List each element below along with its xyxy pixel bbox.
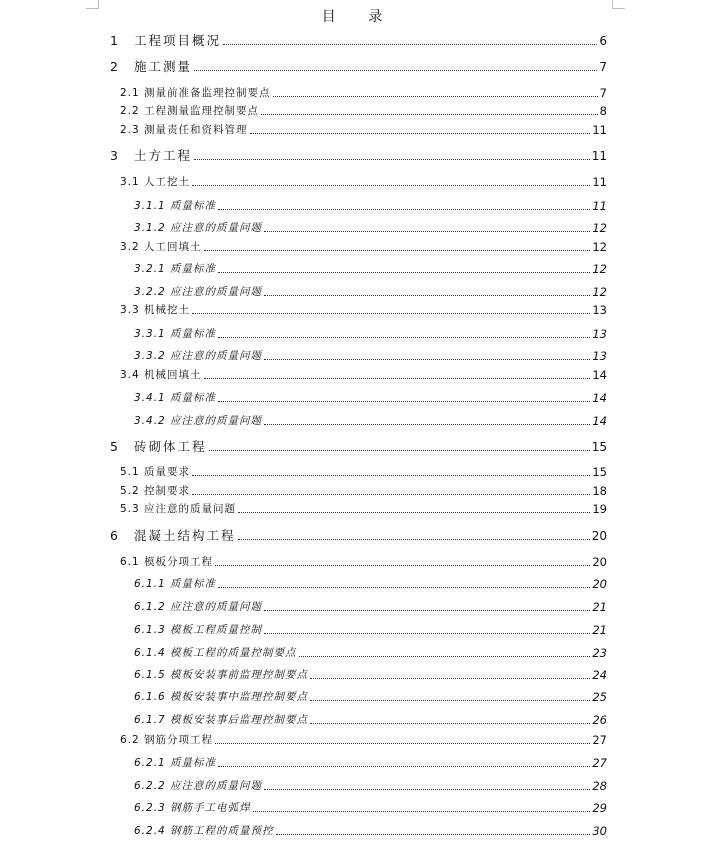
toc-entry-number: 3.3.2 [134, 350, 166, 362]
toc-entry-number: 3.4.2 [134, 415, 166, 427]
toc-entry-text: 机械挖土 [139, 304, 191, 316]
toc-entry[interactable] [134, 801, 607, 815]
toc-entry-label [134, 221, 262, 235]
toc-page-number: 11 [591, 149, 607, 163]
toc-entry-label [120, 502, 236, 516]
toc-entry[interactable] [120, 303, 607, 317]
toc-entry-text: 混凝土结构工程 [134, 528, 236, 543]
toc-page-number: 8 [599, 104, 607, 118]
toc-page-number: 7 [599, 86, 607, 100]
toc-entry-label [120, 465, 190, 479]
toc-page-number: 27 [592, 733, 607, 747]
toc-entry[interactable] [120, 240, 607, 254]
toc-entry-label [134, 668, 308, 682]
toc-entry-text: 质量标准 [165, 263, 217, 275]
toc-leader-dots [218, 401, 590, 402]
toc-entry[interactable] [120, 175, 607, 189]
toc-leader-dots [253, 811, 591, 812]
toc-entry[interactable] [120, 368, 607, 382]
toc-leader-dots [299, 656, 591, 657]
toc-leader-dots [238, 539, 590, 540]
toc-page-number: 12 [592, 285, 607, 299]
toc-leader-dots [264, 633, 590, 634]
toc-entry-number: 6.2.4 [134, 825, 166, 837]
toc-entry[interactable] [120, 484, 607, 498]
toc-page-number: 6 [599, 34, 607, 48]
toc-leader-dots [273, 96, 598, 97]
toc-entry-label [120, 484, 190, 498]
toc-entry-number: 2.2 [120, 105, 140, 117]
toc-entry-text: 应注意的质量问题 [165, 415, 263, 427]
toc-page-number: 15 [592, 465, 607, 479]
toc-page-number: 12 [592, 262, 607, 276]
toc-entry-number: 1 [110, 33, 120, 48]
toc-entry-number: 6 [110, 528, 120, 543]
toc-entry-text: 模板安装事中监理控制要点 [165, 691, 309, 703]
toc-page-number: 15 [591, 440, 607, 454]
toc-entry-text: 应注意的质量问题 [165, 601, 263, 613]
toc-entry[interactable] [134, 779, 607, 793]
toc-entry-label [120, 368, 202, 382]
toc-entry-label [120, 104, 259, 118]
toc-leader-dots [218, 272, 590, 273]
toc-entry[interactable] [134, 221, 607, 235]
toc-leader-dots [310, 700, 590, 701]
toc-entry[interactable] [120, 555, 607, 569]
toc-entry-number: 2.1 [120, 87, 140, 99]
toc-entry-number: 3.2.1 [134, 263, 166, 275]
toc-entry-text: 砖砌体工程 [134, 439, 207, 454]
toc-entry-label [110, 149, 192, 163]
toc-entry-number: 5.2 [120, 485, 140, 497]
toc-entry-text: 测量前准备监理控制要点 [139, 87, 271, 99]
toc-leader-dots [192, 494, 590, 495]
toc-entry-label [120, 303, 190, 317]
toc-leader-dots [310, 678, 590, 679]
toc-page-number: 30 [592, 824, 607, 838]
toc-entry-number: 5.1 [120, 466, 140, 478]
toc-entry[interactable] [110, 60, 607, 74]
toc-leader-dots [194, 70, 597, 71]
toc-entry[interactable] [134, 199, 607, 213]
toc-page-number: 20 [592, 555, 607, 569]
toc-leader-dots [264, 359, 590, 360]
toc-page-number: 11 [592, 175, 607, 189]
toc-entry[interactable] [134, 262, 607, 276]
toc-entry-number: 6.1.2 [134, 601, 166, 613]
toc-entry[interactable] [134, 690, 607, 704]
toc-leader-dots [310, 723, 590, 724]
toc-entry-text: 应注意的质量问题 [165, 780, 263, 792]
toc-entry-label [134, 349, 262, 363]
toc-entry-label [120, 86, 271, 100]
toc-page-number: 14 [592, 414, 607, 428]
toc-entry-text: 工程测量监理控制要点 [139, 105, 260, 117]
toc-entry-text: 人工回填土 [139, 241, 202, 253]
toc-entry[interactable] [120, 465, 607, 479]
toc-leader-dots [264, 789, 590, 790]
toc-entry[interactable] [134, 285, 607, 299]
toc-entry[interactable] [134, 713, 607, 727]
toc-leader-dots [261, 114, 598, 115]
toc-leader-dots [204, 378, 591, 379]
toc-entry-text: 质量标准 [165, 578, 217, 590]
toc-entry-number: 3.3 [120, 304, 140, 316]
toc-entry-label [134, 801, 251, 815]
toc-entry[interactable] [110, 149, 607, 163]
toc-entry-text: 模板安装事后监理控制要点 [165, 714, 309, 726]
toc-entry-text: 施工测量 [134, 59, 193, 74]
toc-entry-label [110, 60, 192, 74]
toc-leader-dots [264, 424, 590, 425]
toc-page-number: 29 [592, 801, 607, 815]
toc-entry-number: 3.1.1 [134, 200, 166, 212]
toc-entry-label [134, 690, 308, 704]
toc-entry[interactable] [120, 104, 607, 118]
toc-page-number: 19 [592, 502, 607, 516]
toc-leader-dots [218, 209, 590, 210]
toc-page-number: 27 [592, 756, 607, 770]
toc-entry-label [134, 779, 262, 793]
toc-entry-number: 3.3.1 [134, 328, 166, 340]
toc-leader-dots [192, 475, 590, 476]
toc-entry-text: 应注意的质量问题 [165, 350, 263, 362]
toc-entry-number: 3.1.2 [134, 222, 166, 234]
toc-entry[interactable] [134, 600, 607, 614]
toc-entry[interactable] [134, 668, 607, 682]
toc-page-number: 21 [592, 623, 607, 637]
toc-entry-label [134, 199, 216, 213]
toc-entry-text: 模板安装事前监理控制要点 [165, 669, 309, 681]
toc-entry-label [110, 34, 221, 48]
toc-leader-dots [192, 313, 590, 314]
toc-leader-dots [264, 610, 590, 611]
toc-entry[interactable] [110, 34, 607, 48]
toc-page-number: 14 [592, 368, 607, 382]
toc-entry-text: 控制要求 [139, 485, 191, 497]
toc-entry-number: 3 [110, 148, 120, 163]
toc-entry[interactable] [134, 756, 607, 770]
toc-entry-text: 钢筋工程的质量预控 [165, 825, 274, 837]
toc-page-number: 11 [592, 123, 607, 137]
toc-entry-text: 测量责任和资料管理 [139, 124, 248, 136]
toc-entry-label [134, 577, 216, 591]
toc-entry-text: 质量标准 [165, 392, 217, 404]
toc-entry-label [120, 175, 190, 189]
toc-entry[interactable] [134, 349, 607, 363]
toc-leader-dots [218, 337, 590, 338]
toc-entry-text: 模板分项工程 [139, 556, 214, 568]
toc-entry-number: 6.2 [120, 734, 140, 746]
toc-entry-number: 3.2 [120, 241, 140, 253]
toc-page-number: 26 [592, 713, 607, 727]
toc-entry[interactable] [120, 502, 607, 516]
toc-entry[interactable] [134, 824, 607, 838]
toc-entry-number: 6.1.4 [134, 647, 166, 659]
toc-entry[interactable] [134, 623, 607, 637]
toc-entry-number: 6.2.3 [134, 802, 166, 814]
toc-page-number: 14 [592, 391, 607, 405]
toc-entry-label [110, 440, 207, 454]
toc-entry-label [134, 646, 297, 660]
toc-entry[interactable] [110, 440, 607, 454]
toc-page-number: 13 [592, 327, 607, 341]
toc-entry-label [134, 623, 262, 637]
toc-entry-number: 2.3 [120, 124, 140, 136]
toc-entry-label [134, 391, 216, 405]
toc-entry-number: 3.2.2 [134, 286, 166, 298]
toc-leader-dots [218, 766, 590, 767]
toc-page-number: 20 [591, 529, 607, 543]
toc-page-number: 11 [592, 199, 607, 213]
toc-entry[interactable] [134, 577, 607, 591]
toc-entry-number: 2 [110, 59, 120, 74]
toc-entry-text: 土方工程 [134, 148, 193, 163]
toc-entry-number: 6.1.1 [134, 578, 166, 590]
toc-leader-dots [215, 743, 590, 744]
toc-leader-dots [209, 450, 590, 451]
toc-entry-label [134, 327, 216, 341]
toc-entry-text: 质量标准 [165, 757, 217, 769]
toc-page-number: 21 [592, 600, 607, 614]
toc-page-number: 12 [592, 221, 607, 235]
toc-entry-number: 6.1.5 [134, 669, 166, 681]
toc-entry-label [110, 529, 236, 543]
toc-entry-text: 工程项目概况 [134, 33, 222, 48]
toc-entry[interactable] [120, 733, 607, 747]
toc-leader-dots [192, 185, 590, 186]
toc-entry-label [134, 756, 216, 770]
toc-entry[interactable] [134, 391, 607, 405]
toc-entry-number: 5.3 [120, 503, 140, 515]
toc-page-number: 7 [599, 60, 607, 74]
toc-leader-dots [276, 834, 591, 835]
toc-entry-number: 6.1.7 [134, 714, 166, 726]
toc-leader-dots [218, 587, 590, 588]
toc-page-number: 18 [592, 484, 607, 498]
toc-entry-number: 3.4 [120, 369, 140, 381]
toc-leader-dots [264, 231, 590, 232]
toc-entry-text: 应注意的质量问题 [139, 503, 237, 515]
toc-page-number: 13 [592, 303, 607, 317]
toc-page-number: 13 [592, 349, 607, 363]
toc-entry[interactable] [134, 646, 607, 660]
toc-entry-label [120, 733, 213, 747]
toc-page-number: 23 [592, 646, 607, 660]
toc-entry-label [134, 713, 308, 727]
toc-entry-text: 人工挖土 [139, 176, 191, 188]
toc-leader-dots [204, 250, 591, 251]
toc-entry-label [134, 262, 216, 276]
toc-entry-text: 质量标准 [165, 328, 217, 340]
toc-entry-number: 6.2.1 [134, 757, 166, 769]
toc-entry-text: 模板工程的质量控制要点 [165, 647, 297, 659]
toc-entry[interactable] [120, 86, 607, 100]
toc-leader-dots [238, 512, 590, 513]
toc-entry-text: 质量标准 [165, 200, 217, 212]
toc-entry-text: 应注意的质量问题 [165, 286, 263, 298]
toc-entry-number: 6.1.3 [134, 624, 166, 636]
toc-entry-number: 3.4.1 [134, 392, 166, 404]
toc-page-number: 20 [592, 577, 607, 591]
toc-leader-dots [215, 565, 590, 566]
toc-title: 目 录 [321, 9, 397, 25]
toc-page-number: 25 [592, 690, 607, 704]
toc-entry[interactable] [110, 529, 607, 543]
toc-page-number: 24 [592, 668, 607, 682]
toc-entry-text: 钢筋手工电弧焊 [165, 802, 251, 814]
toc-entry-text: 模板工程质量控制 [165, 624, 263, 636]
toc-entry-label [134, 285, 262, 299]
toc-leader-dots [223, 44, 597, 45]
toc-entry-label [120, 555, 213, 569]
toc-entry-label [134, 600, 262, 614]
toc-entry-number: 6.1 [120, 556, 140, 568]
toc-entry-number: 6.2.2 [134, 780, 166, 792]
toc-leader-dots [250, 133, 591, 134]
toc-entry[interactable] [134, 327, 607, 341]
toc-entry-text: 钢筋分项工程 [139, 734, 214, 746]
toc-entry-label [134, 414, 262, 428]
toc-leader-dots [194, 159, 590, 160]
toc-page-number: 28 [592, 779, 607, 793]
toc-entry[interactable] [134, 414, 607, 428]
toc-leader-dots [264, 295, 590, 296]
toc-entry-text: 应注意的质量问题 [165, 222, 263, 234]
toc-entry-text: 机械回填土 [139, 369, 202, 381]
toc-entry[interactable] [120, 123, 607, 137]
toc-entry-text: 质量要求 [139, 466, 191, 478]
toc-entry-number: 3.1 [120, 176, 140, 188]
toc-entry-number: 5 [110, 439, 120, 454]
toc-entry-label [120, 123, 248, 137]
toc-entry-label [120, 240, 202, 254]
toc-page-number: 12 [592, 240, 607, 254]
toc-entry-number: 6.1.6 [134, 691, 166, 703]
toc-entry-label [134, 824, 274, 838]
